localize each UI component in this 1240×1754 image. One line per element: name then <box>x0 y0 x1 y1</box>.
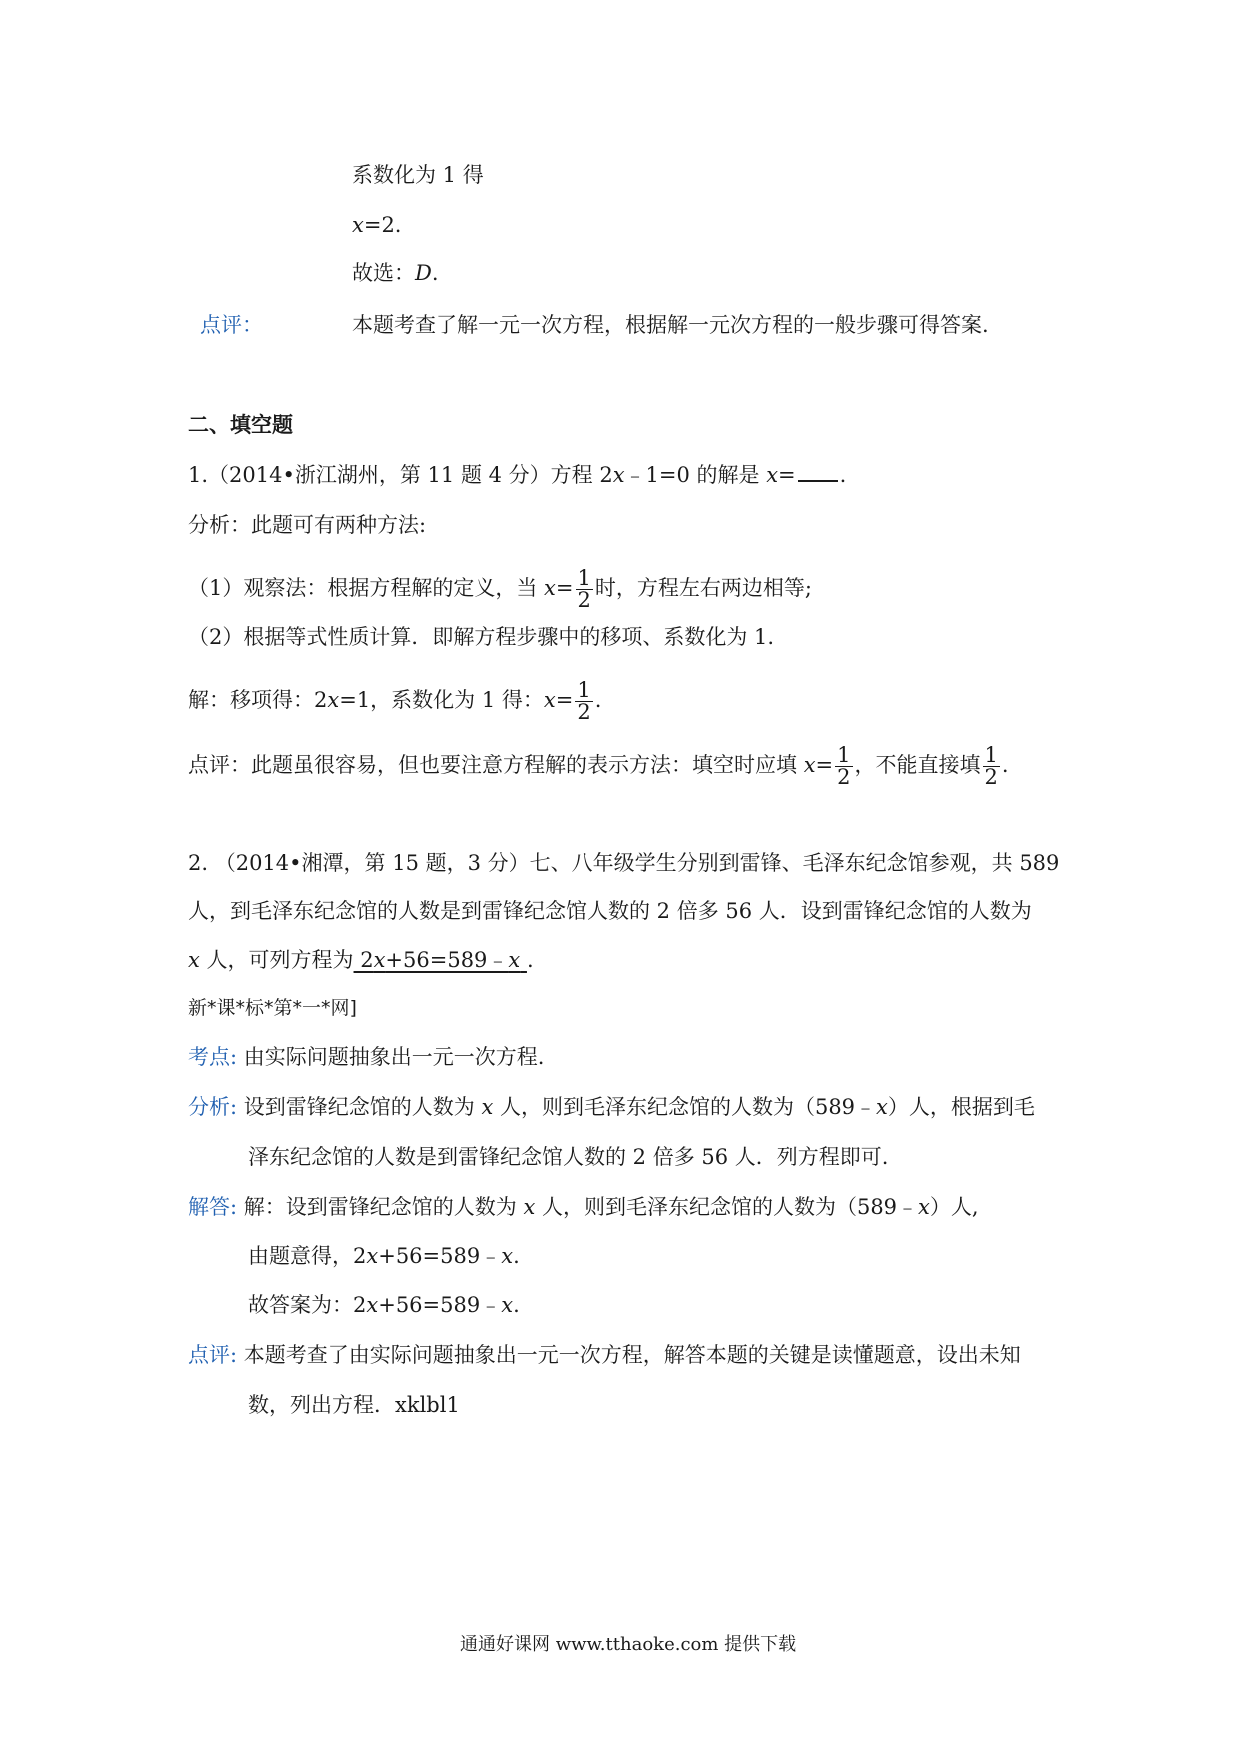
var-x: x <box>766 463 779 487</box>
q1-comment <box>188 745 1009 788</box>
var-x: x <box>501 1293 514 1317</box>
q1-method2: （2）根据等式性质计算．即解方程步骤中的移项、系数化为 1. <box>188 625 775 649</box>
comment-text: ，不能直接填 <box>854 753 981 777</box>
step-coefficient: 系数化为 1 得 <box>352 163 484 187</box>
method1-text: 时，方程左右两边相等; <box>594 576 812 600</box>
answer-blank <box>798 460 838 482</box>
var-x: x <box>918 1195 930 1219</box>
comment-text: 点评：此题虽很容易，但也要注意方程解的表示方法：填空时应填 <box>188 753 804 777</box>
stem-end: . <box>526 948 534 972</box>
q2-solution-line2 <box>248 1241 520 1271</box>
var-x: x <box>366 1293 379 1317</box>
keypoint-text: 由实际问题抽象出一元一次方程. <box>237 1045 545 1069</box>
choice-letter: D <box>415 261 432 285</box>
fraction-denominator: 2 <box>577 588 591 612</box>
solution-label: 解答: <box>188 1195 238 1219</box>
comment-text: 本题考查了由实际问题抽象出一元一次方程，解答本题的关键是读懂题意，设出未知 <box>237 1343 1021 1367</box>
fraction-denominator: 2 <box>984 765 998 789</box>
equals-sign: = <box>555 576 574 600</box>
q2-stem-line2: 人，到毛泽东纪念馆的人数是到雷锋纪念馆人数的 2 倍多 56 人．设到雷锋纪念馆的人数为 <box>188 899 1032 923</box>
var-x: x <box>501 1244 514 1268</box>
method1-text: （1）观察法：根据方程解的定义，当 <box>188 576 545 600</box>
solution-text: . <box>513 1293 520 1317</box>
q1-solution <box>188 680 601 723</box>
q1-method1 <box>188 568 812 611</box>
solution-text: =1，系数化为 1 得： <box>339 688 544 712</box>
var-x: x <box>373 948 386 972</box>
q1-stem <box>188 460 846 490</box>
watermark-text: 新*课*标*第*一*网] <box>188 997 357 1019</box>
solution-text: . <box>513 1244 520 1268</box>
solution-end: . <box>594 688 602 712</box>
var-x: x <box>523 1195 536 1219</box>
var-x: x <box>803 753 816 777</box>
answer-underlined <box>354 948 527 972</box>
fraction-one-half <box>983 745 1000 788</box>
solution-text: 解：移项得：2 <box>188 688 328 712</box>
answer-text: +56=589﹣ <box>385 948 509 972</box>
fraction-numerator: 1 <box>577 678 591 702</box>
comment-end: . <box>1001 753 1009 777</box>
q1-stem-text: 1.（2014•浙江湖州，第 11 题 4 分）方程 2 <box>188 463 613 487</box>
footer-text: 通通好课网 www.tthaoke.com 提供下载 <box>460 1634 797 1655</box>
answer-text <box>520 948 527 972</box>
choice-prefix: 故选： <box>352 261 415 285</box>
solution-text: +56=589﹣ <box>378 1244 502 1268</box>
var-x: x <box>544 576 556 600</box>
q2-solution-line1 <box>188 1192 979 1222</box>
analysis-text: ）人，根据到毛 <box>887 1095 1035 1119</box>
var-x: x <box>876 1095 888 1119</box>
var-x: x <box>188 948 200 972</box>
answer-text: 2 <box>353 948 374 972</box>
var-x: x <box>481 1095 494 1119</box>
q2-comment-line2: 数，列出方程．xklbl1 <box>248 1393 460 1417</box>
var-x: x <box>612 463 625 487</box>
fraction-one-half <box>835 745 852 788</box>
result-value: =2. <box>363 213 402 237</box>
solution-text: 故答案为：2 <box>248 1293 367 1317</box>
solution-text: 由题意得，2 <box>248 1244 367 1268</box>
q1-analysis-intro: 分析：此题可有两种方法: <box>188 513 427 537</box>
stem-text: 人，可列方程为 <box>199 948 354 972</box>
comment-text: 本题考查了解一元一次方程，根据解一元次方程的一般步骤可得答案. <box>352 313 989 337</box>
solution-text: 解：设到雷锋纪念馆的人数为 <box>237 1195 524 1219</box>
solution-text: ）人, <box>929 1195 979 1219</box>
section-title: 二、填空题 <box>188 412 293 437</box>
fraction-numerator: 1 <box>577 566 591 590</box>
q2-analysis-line2: 泽东纪念馆的人数是到雷锋纪念馆人数的 2 倍多 56 人．列方程即可. <box>248 1145 889 1169</box>
fraction-numerator: 1 <box>837 743 851 767</box>
q2-analysis-line1 <box>188 1092 1035 1122</box>
q2-comment-line1 <box>188 1340 1021 1370</box>
fraction-one-half <box>576 568 593 611</box>
fraction-denominator: 2 <box>577 700 591 724</box>
var-x: x <box>508 948 521 972</box>
var-x: x <box>366 1244 379 1268</box>
q2-solution-line3 <box>248 1290 520 1320</box>
keypoint-label: 考点: <box>188 1045 238 1069</box>
var-x: x <box>352 213 364 237</box>
q2-keypoint <box>188 1042 544 1072</box>
choice-suffix: . <box>431 261 439 285</box>
fraction-denominator: 2 <box>837 765 851 789</box>
var-x: x <box>543 688 556 712</box>
q1-stem-text: = <box>778 463 796 487</box>
var-x: x <box>327 688 340 712</box>
solution-text: 人，则到毛泽东纪念馆的人数为（589﹣ <box>535 1195 919 1219</box>
q2-stem-line3 <box>188 945 534 975</box>
solution-text: +56=589﹣ <box>378 1293 502 1317</box>
result-line <box>352 210 401 240</box>
analysis-text: 人，则到毛泽东纪念馆的人数为（589﹣ <box>493 1095 877 1119</box>
choice-line <box>352 258 439 288</box>
q1-stem-text: ﹣1=0 的解是 <box>624 463 767 487</box>
analysis-label: 分析: <box>188 1095 238 1119</box>
fraction-numerator: 1 <box>984 743 998 767</box>
analysis-text: 设到雷锋纪念馆的人数为 <box>237 1095 482 1119</box>
comment-label: 点评： <box>200 313 263 337</box>
fraction-one-half <box>575 680 592 723</box>
equals-sign: = <box>555 688 574 712</box>
q1-stem-end: . <box>839 463 847 487</box>
q2-stem-line1: 2. （2014•湘潭，第 15 题，3 分）七、八年级学生分别到雷锋、毛泽东纪念馆参观，共 589 <box>188 851 1060 875</box>
comment-label: 点评: <box>188 1343 238 1367</box>
equals-sign: = <box>815 753 834 777</box>
